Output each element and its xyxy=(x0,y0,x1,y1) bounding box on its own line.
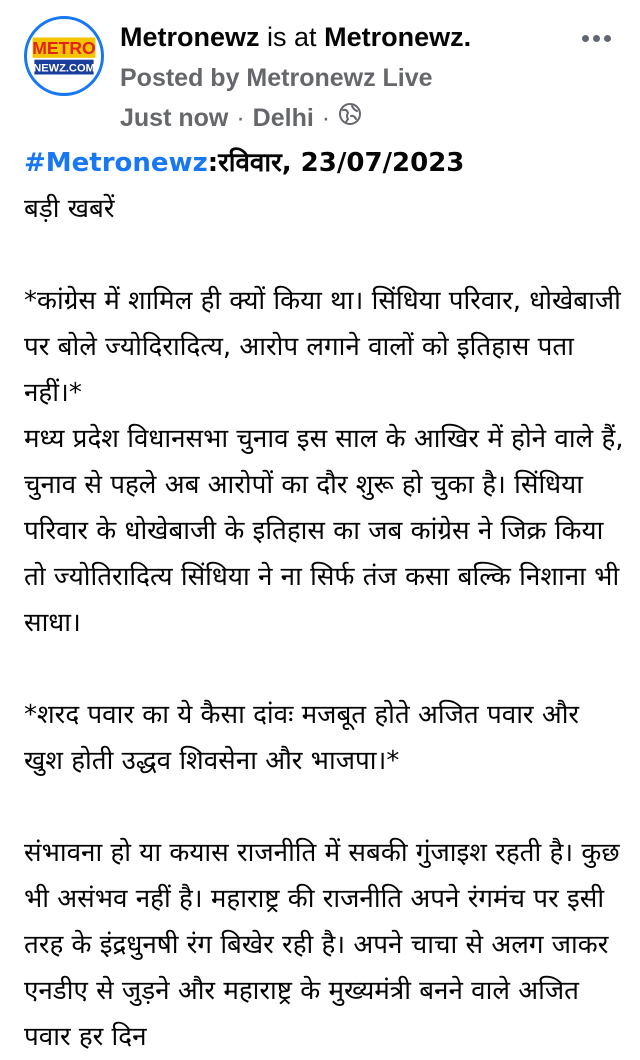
audience-button[interactable] xyxy=(338,100,362,136)
story-1-headline: *कांग्रेस में शामिल ही क्यों किया था। सिंधिया परिवार, धोखेबाजी पर बोले ज्योदिरादित्य, आरोप लगाने वालों को इतिहास पता नहीं।* xyxy=(24,286,621,408)
post-dateline xyxy=(24,140,624,186)
svg-text:METRO: METRO xyxy=(32,38,96,59)
meta-separator: · xyxy=(236,104,245,132)
place-link[interactable]: Delhi xyxy=(252,104,314,132)
hashtag-link[interactable]: #Metronewz xyxy=(24,148,208,178)
is-at-text: is at xyxy=(267,22,317,52)
page-avatar[interactable] xyxy=(24,16,104,96)
page-name-link[interactable]: Metronewz xyxy=(120,22,260,52)
dateline-text: :रविवार, 23/07/2023 xyxy=(207,148,465,178)
post-title-line xyxy=(120,17,570,57)
post-subheading: बड़ी खबरें xyxy=(24,194,115,224)
meta-separator-2: · xyxy=(321,104,331,132)
more-horizontal-icon xyxy=(580,35,613,42)
timestamp-link[interactable]: Just now xyxy=(120,104,229,132)
svg-text:NEWZ.COM: NEWZ.COM xyxy=(33,62,95,75)
story-2-body: संभावना हो या कयास राजनीति में सबकी गुंजाइश रहती है। कुछ भी असंभव नहीं है। महाराष्ट्र की राजनीति अपने रंगमंच पर इसी तरह के इंद्रधुनषी रंग बिखेर रही है। अपने चाचा से अलग जाकर एनडीए से जुड़ने और महाराष्ट्र के मुख्यमंत्री बनने वाले अजित पवार हर दिन xyxy=(24,838,620,1052)
metronewz-logo xyxy=(27,19,101,93)
story-1-body: मध्य प्रदेश विधानसभा चुनाव इस साल के आखिर में होने वाले हैं, चुनाव से पहले अब आरोपों का दौर शुरू हो चुका है। सिंधिया परिवार के धोखेबाजी के इतिहास का जब कांग्रेस ने जिक्र किया तो ज्योतिरादित्य सिंधिया ने ना सिर्फ तंज कसा बल्कि निशाना भी साधा। xyxy=(24,424,624,638)
post-header xyxy=(0,0,640,140)
story-2-headline: *शरद पवार का ये कैसा दांवः मजबूत होते अजित पवार और खुश होती उद्धव शिवसेना और भाजपा।* xyxy=(24,700,580,776)
globe-icon xyxy=(338,102,362,126)
posted-by-text: Posted by Metronewz Live xyxy=(120,64,433,92)
more-options-button[interactable] xyxy=(576,20,616,56)
location-link[interactable]: Metronewz. xyxy=(324,22,472,52)
post-meta xyxy=(120,100,362,136)
post-content xyxy=(24,140,624,1060)
